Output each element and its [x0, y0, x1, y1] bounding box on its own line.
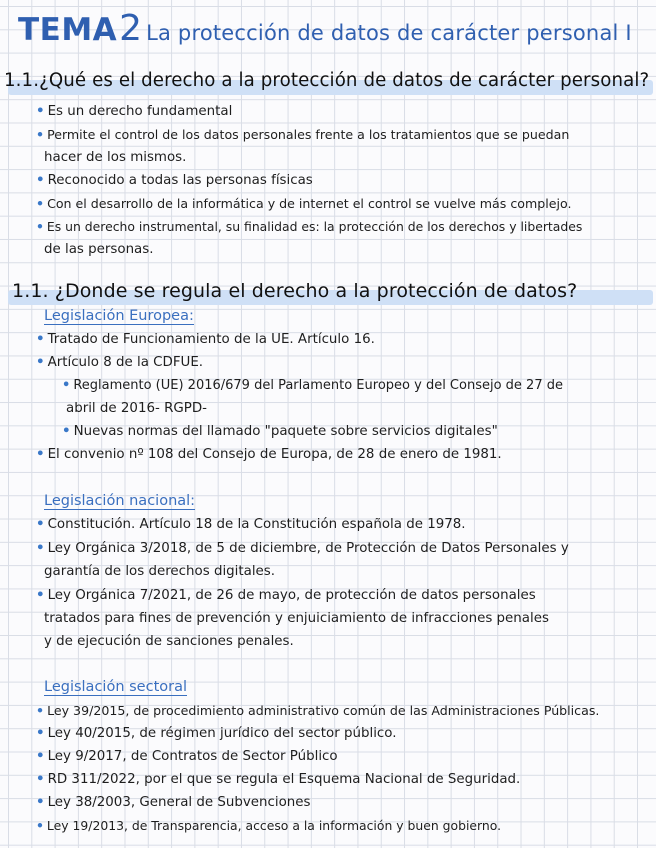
- page-title: [18, 8, 632, 49]
- s1-line-7: de las personas.: [44, 242, 154, 257]
- sec-line-1: • Ley 39/2015, de procedimiento administrativo común de las Administraciones Públicas.: [36, 703, 600, 718]
- nat-line-3: garantía de los derechos digitales.: [44, 564, 276, 579]
- nat-line-2: • Ley Orgánica 3/2018, de 5 de diciembre, de Protección de Datos Personales y: [36, 541, 569, 556]
- nat-line-6: y de ejecución de sanciones penales.: [44, 634, 294, 649]
- eu-line-4: abril de 2016- RGPD-: [66, 401, 207, 416]
- section-1-heading: 1.1.¿Qué es el derecho a la protección de datos de carácter personal?: [4, 70, 650, 91]
- eu-line-3: • Reglamento (UE) 2016/679 del Parlamento Europeo y del Consejo de 27 de: [62, 378, 563, 393]
- sec-line-5: • Ley 38/2003, General de Subvenciones: [36, 795, 311, 810]
- eu-line-6: • El convenio nº 108 del Consejo de Europa, de 28 de enero de 1981.: [36, 447, 502, 462]
- nat-line-1: • Constitución. Artículo 18 de la Constitución española de 1978.: [36, 517, 466, 532]
- sec-line-2: • Ley 40/2015, de régimen jurídico del sector público.: [36, 726, 397, 741]
- eu-line-1: • Tratado de Funcionamiento de la UE. Artículo 16.: [36, 332, 375, 347]
- nat-line-5: tratados para fines de prevención y enjuiciamiento de infracciones penales: [44, 611, 549, 626]
- s1-line-4: • Reconocido a todas las personas físicas: [36, 173, 313, 188]
- s1-line-6: • Es un derecho instrumental, su finalidad es: la protección de los derechos y libertades: [36, 219, 583, 234]
- s1-line-2: • Permite el control de los datos personales frente a los tratamientos que se puedan: [36, 127, 570, 142]
- section-2-heading: 1.1. ¿Donde se regula el derecho a la protección de datos?: [12, 280, 578, 302]
- title-number: 2: [119, 8, 143, 49]
- sec-line-4: • RD 311/2022, por el que se regula el Esquema Nacional de Seguridad.: [36, 772, 521, 787]
- s1-line-5: • Con el desarrollo de la informática y de internet el control se vuelve más complejo.: [36, 196, 572, 211]
- eu-line-2: • Artículo 8 de la CDFUE.: [36, 355, 204, 370]
- nat-line-4: • Ley Orgánica 7/2021, de 26 de mayo, de protección de datos personales: [36, 588, 536, 603]
- european-label: Legislación Europea:: [44, 308, 194, 324]
- eu-line-5: • Nuevas normas del llamado "paquete sobre servicios digitales": [62, 424, 498, 439]
- s1-line-3: hacer de los mismos.: [44, 150, 187, 165]
- title-text: La protección de datos de carácter personal I: [146, 21, 632, 45]
- sec-line-6: • Ley 19/2013, de Transparencia, acceso a la información y buen gobierno.: [36, 818, 502, 833]
- title-tema: TEMA: [18, 12, 118, 48]
- s1-line-1: • Es un derecho fundamental: [36, 104, 233, 119]
- sectoral-label: Legislación sectoral: [44, 679, 187, 695]
- national-label: Legislación nacional:: [44, 493, 196, 509]
- sec-line-3: • Ley 9/2017, de Contratos de Sector Público: [36, 749, 338, 764]
